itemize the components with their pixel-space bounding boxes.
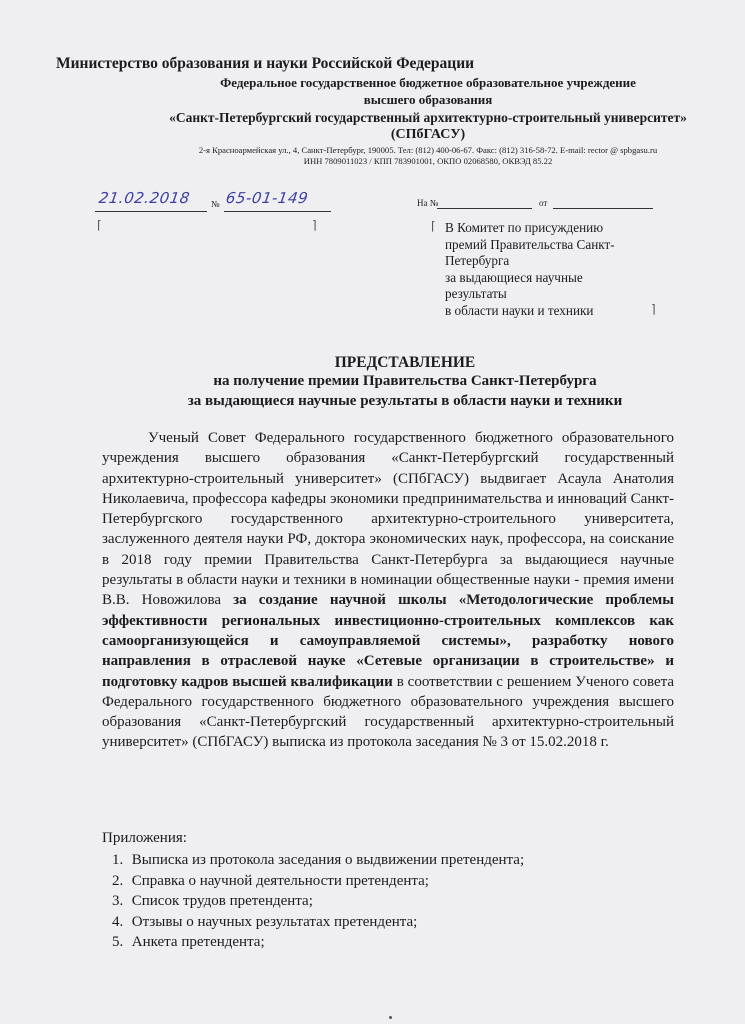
corner-mark-open-right: ⌈ <box>431 219 436 233</box>
addressee-line: Петербурга <box>445 253 510 269</box>
appendix-number: 3. <box>112 893 124 909</box>
appendix-number: 4. <box>112 913 124 930</box>
document-subtitle-1: на получение премии Правительства Санкт-Петербурга <box>213 373 597 389</box>
appendix-text: Отзывы о научных результатах претендента; <box>131 913 418 930</box>
document-subtitle-2: за выдающиеся научные результаты в области науки и техники <box>187 393 623 409</box>
body-text-part-1: Ученый Совет Федерального государственного бюджетного образовательного учреждения высшего образования «Санкт-Петербургский государственный архитектурно-строительный университет» (СПбГАСУ) выдвигает Асаула Анатолия Николаевича, профессора кафедры экономики предпринимательства и инноваций Санкт-Петербургского государственного архитектурно-строительного университета, заслуженного деятеля науки РФ, доктора экономических наук, профессора, на соискание в 2018 году премии Правительства Санкт-Петербурга за выдающиеся научные результаты в области науки и техники в номинации общественные науки - премия имени В.В. Новожилова <box>102 430 674 609</box>
addressee-line: результаты <box>445 286 507 302</box>
addressee-line: премий Правительства Санкт- <box>445 236 615 252</box>
body-text-part-2: в соответствии с решением Ученого совета Федерального государственного бюджетного образовательного учреждения высшего образования «Санкт-Петербургский государственный архитектурно-строительный университет» (СПбГАСУ) выписка из протокола заседания № 3 от 15.02.2018 г. <box>102 673 674 751</box>
addressee-line: в области науки и техники <box>445 302 594 318</box>
document-title: ПРЕДСТАВЛЕНИЕ <box>334 354 476 371</box>
appendix-item <box>112 891 524 912</box>
from-label: от <box>539 198 548 208</box>
corner-mark-close-left: ⌉ <box>312 218 317 232</box>
institution-requisites: ИНН 7809011023 / КПП 783901001, ОКПО 02068580, ОКВЭД 85.22 <box>303 156 553 166</box>
corner-mark-close-right: ⌉ <box>651 302 656 316</box>
appendix-item <box>112 871 524 892</box>
number-sign: № <box>211 199 220 209</box>
institution-address: 2-я Красноармейская ул., 4, Санкт-Петербург, 190005. Тел: (812) 400-06-67. Факс: (812) 316-58-72. E-mail: rector @ spbgasu.ru <box>198 145 658 155</box>
appendices-label: Приложения: <box>102 830 187 846</box>
outgoing-date: 21.02.2018 <box>97 189 192 207</box>
addressee-line: за выдающиеся научные <box>445 269 583 285</box>
addressee-block <box>445 220 615 320</box>
appendix-text: Анкета претендента; <box>131 934 265 950</box>
addressee-line: В Комитет по присуждению <box>445 220 604 235</box>
appendix-text: Выписка из протокола заседания о выдвижении претендента; <box>131 852 525 868</box>
ministry-heading: Министерство образования и науки Российской Федерации <box>56 55 475 72</box>
outgoing-number: 65-01-149 <box>224 189 310 207</box>
appendix-text: Список трудов претендента; <box>131 893 313 909</box>
paper-speck <box>389 1016 392 1019</box>
institution-name: «Санкт-Петербургский государственный архитектурно-строительный университет» <box>169 110 687 125</box>
appendices-list <box>112 850 524 953</box>
corner-mark-open-left: ⌈ <box>97 218 102 232</box>
appendix-number: 2. <box>112 872 124 889</box>
appendix-number: 1. <box>112 852 124 868</box>
reply-to-label: На № <box>417 198 439 208</box>
from-line <box>553 208 653 209</box>
appendix-item <box>112 912 524 933</box>
body-paragraph <box>102 428 674 753</box>
appendix-number: 5. <box>112 934 124 950</box>
reply-to-line <box>437 208 532 209</box>
institution-line-1: Федеральное государственное бюджетное образовательное учреждение <box>220 75 636 90</box>
appendix-text: Справка о научной деятельности претендента; <box>131 872 429 889</box>
appendix-item <box>112 932 524 953</box>
appendix-item <box>112 850 524 871</box>
institution-line-2: высшего образования <box>363 92 493 107</box>
institution-abbrev: (СПбГАСУ) <box>390 127 466 142</box>
body-text-bold: за создание научной школы «Методологические проблемы эффективности региональных инвестиционно-строительных комплексов как самоорганизующейся и самоуправляемой системы», разработку нового направления в отраслевой науке «Сетевые организации в строительстве» и подготовку кадров высшей квалификации <box>102 592 674 690</box>
